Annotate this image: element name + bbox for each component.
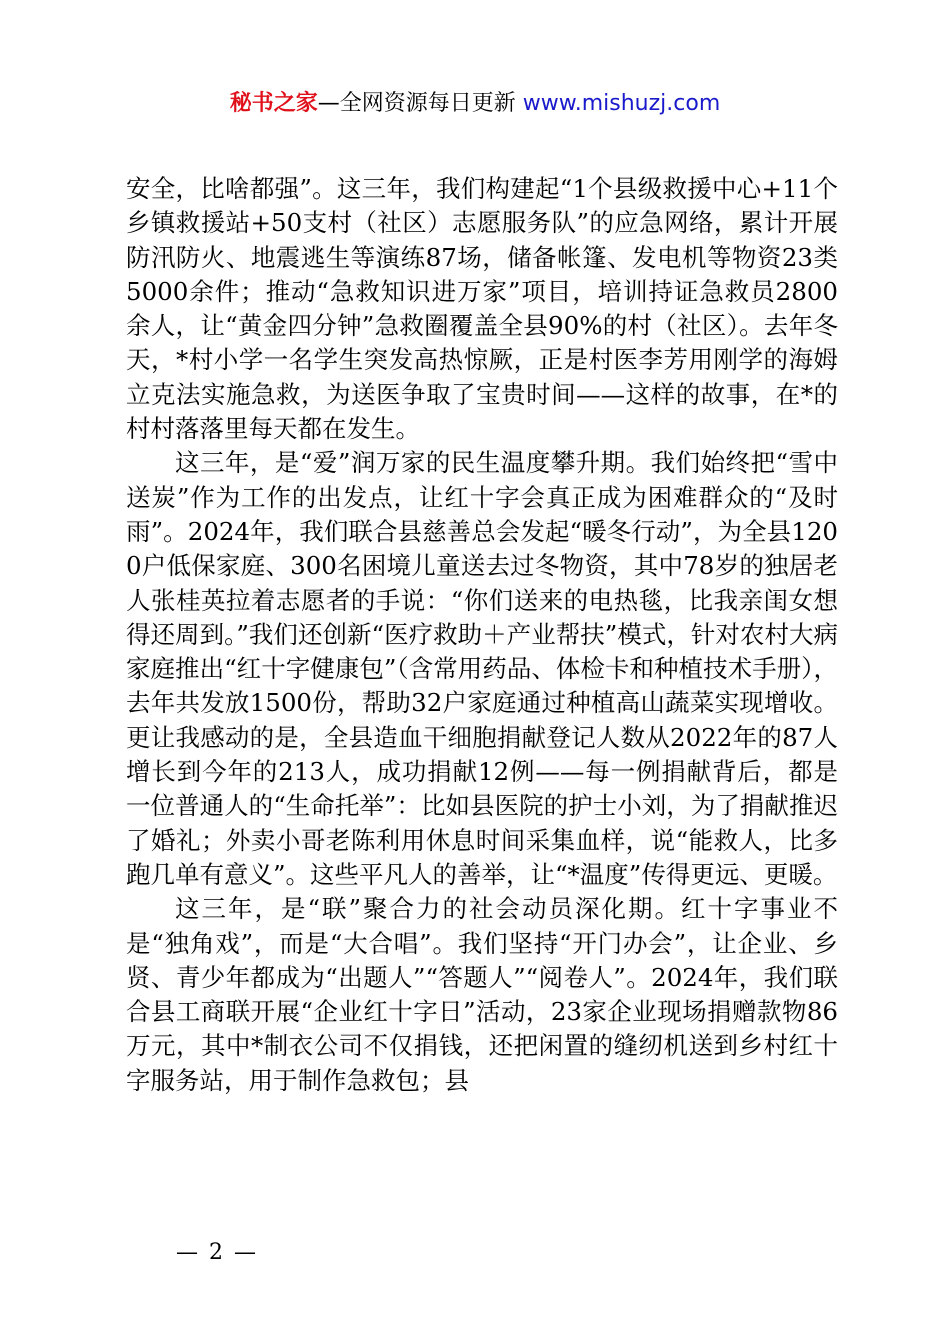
site-tagline: —全网资源每日更新 (317, 91, 516, 116)
site-url-link[interactable]: www.mishuzj.com (522, 91, 721, 116)
site-header (0, 88, 950, 120)
paragraph-unite: 这三年，是“联”聚合力的社会动员深化期。红十字事业不是“独角戏”，而是“大合唱”。我们坚持“开门办会”，让企业、乡贤、青少年都成为“出题人”“答题人”“阅卷人”。2024年，我们联合县工商联开展“企业红十字日”活动，23家企业现场捐赠款物86万元，其中*制衣公司不仅捐钱，还把闲置的缝纫机送到乡村红十字服务站，用于制作急救包；县 (126, 894, 838, 1095)
page-number: — 2 — (176, 1240, 258, 1265)
paragraph-love: 这三年，是“爱”润万家的民生温度攀升期。我们始终把“雪中送炭”作为工作的出发点，让红十字会真正成为困难群众的“及时雨”。2024年，我们联合县慈善总会发起“暖冬行动”，为全县1200户低保家庭、300名困境儿童送去过冬物资，其中78岁的独居老人张桂英拉着志愿者的手说：“你们送来的电热毯，比我亲闺女想得还周到。”我们还创新“医疗救助＋产业帮扶”模式，针对农村大病家庭推出“红十字健康包”（含常用药品、体检卡和种植技术手册），去年共发放1500份，帮助32户家庭通过种植高山蔬菜实现增收。更让我感动的是，全县造血干细胞捐献登记人数从2022年的87人增长到今年的213人，成功捐献12例——每一例捐献背后，都是一位普通人的“生命托举”：比如县医院的护士小刘，为了捐献推迟了婚礼；外卖小哥老陈利用休息时间采集血样，说“能救人，比多跑几单有意义”。这些平凡人的善举，让“*温度”传得更远、更暖。 (126, 448, 838, 889)
document-body (126, 172, 838, 1098)
site-brand: 秘书之家 (229, 91, 318, 116)
paragraph-continued: 安全，比啥都强”。这三年，我们构建起“1个县级救援中心+11个乡镇救援站+50支村（社区）志愿服务队”的应急网络，累计开展防汛防火、地震逃生等演练87场，储备帐篷、发电机等物资23类5000余件；推动“急救知识进万家”项目，培训持证急救员2800余人，让“黄金四分钟”急救圈覆盖全县90%的村（社区）。去年冬天，*村小学一名学生突发高热惊厥，正是村医李芳用刚学的海姆立克法实施急救，为送医争取了宝贵时间——这样的故事，在*的村村落落里每天都在发生。 (126, 174, 838, 444)
